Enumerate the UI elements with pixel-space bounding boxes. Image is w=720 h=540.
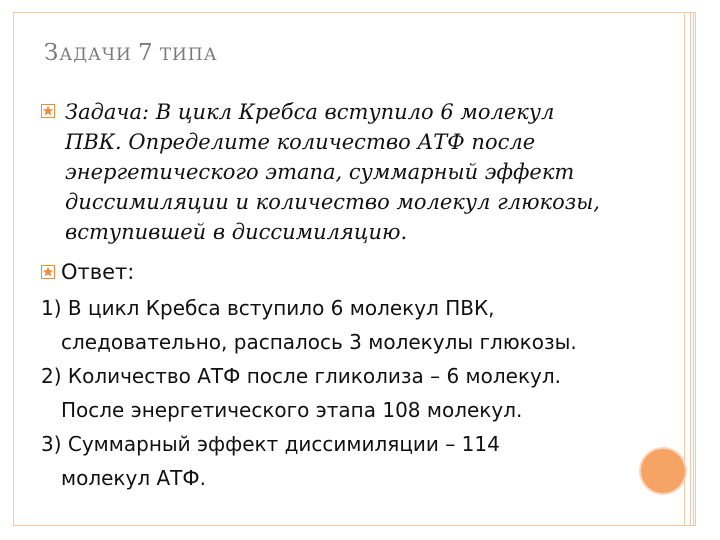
title-second-word: ТИПА: [159, 45, 218, 65]
task-line-5: вступившей в диссимиляцию.: [65, 220, 408, 244]
frame-right-band: [684, 12, 694, 526]
title-number: 7: [137, 40, 154, 66]
star-bullet-icon: [41, 104, 55, 118]
title-first-letter: З: [44, 40, 60, 66]
task-line-1: [65, 97, 600, 127]
task-paragraph: [65, 97, 600, 247]
answer-item-1: [41, 291, 577, 359]
answer-item-line: 2) Количество АТФ после гликолиза – 6 молекул.: [41, 364, 562, 388]
task-label: Задача: [65, 100, 143, 124]
title-word-rest: АДАЧИ: [59, 45, 132, 65]
answer-list: [41, 291, 577, 495]
task-text: : В цикл Кребса вступило 6 молекул: [142, 100, 555, 124]
answer-item-line: 1) В цикл Кребса вступило 6 молекул ПВК,: [41, 296, 495, 320]
decorative-orange-circle: [641, 449, 685, 493]
task-line-2: ПВК. Определите количество АТФ после: [65, 130, 536, 154]
star-bullet-icon: [41, 265, 55, 279]
answer-label: Ответ:: [61, 260, 135, 284]
answer-item-line: 3) Суммарный эффект диссимиляции – 114: [41, 432, 500, 456]
frame-inner-line: [690, 12, 691, 526]
answer-item-continuation: молекул АТФ.: [61, 466, 206, 490]
answer-item-continuation: следовательно, распалось 3 молекулы глюкозы.: [61, 330, 577, 354]
slide-title: [44, 40, 218, 66]
answer-item-2: [41, 359, 577, 427]
task-line-3: энергетического этапа, суммарный эффект: [65, 160, 575, 184]
task-line-4: диссимиляции и количество молекул глюкозы,: [65, 190, 600, 214]
answer-item-continuation: После энергетического этапа 108 молекул.: [61, 398, 523, 422]
answer-item-3: [41, 427, 577, 495]
